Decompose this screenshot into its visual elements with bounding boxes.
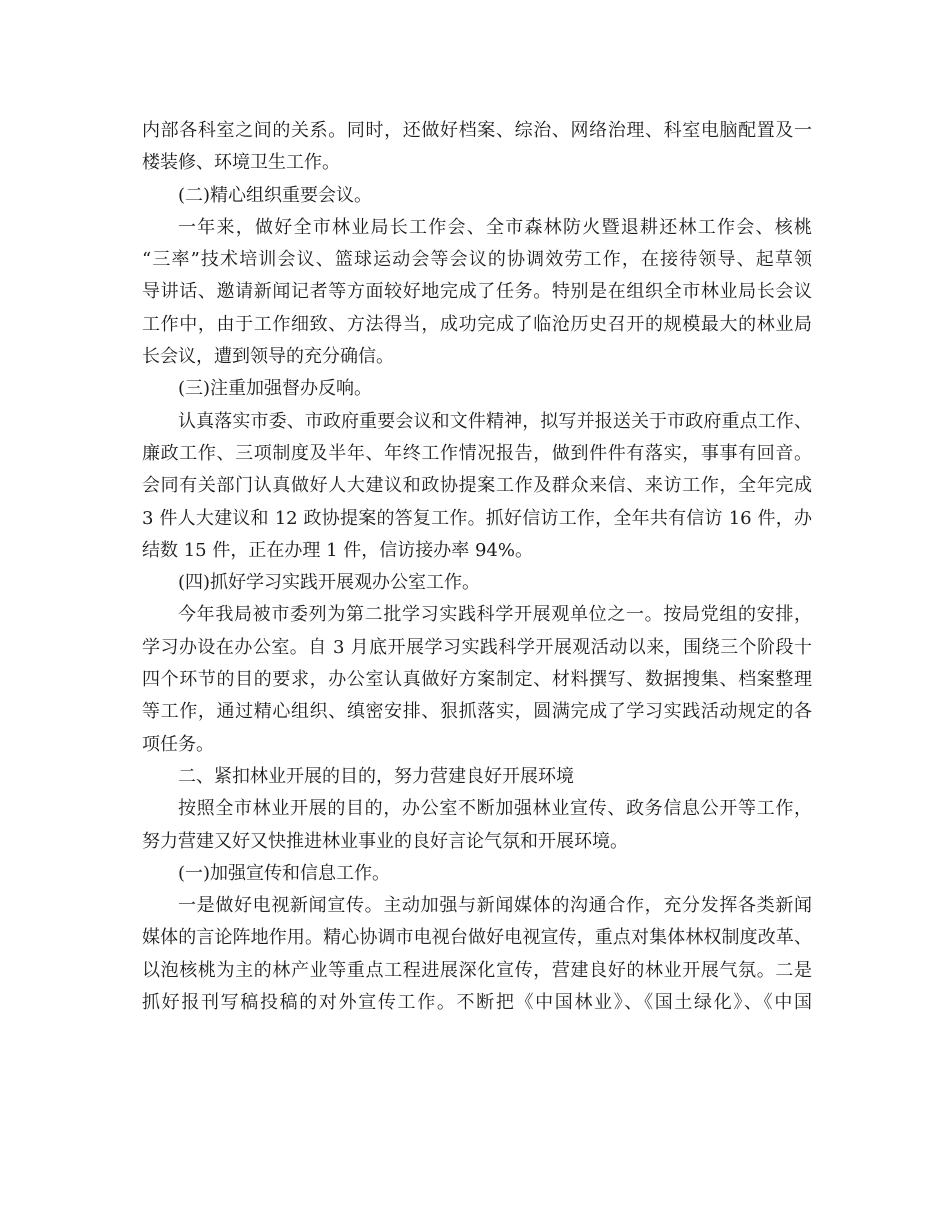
paragraph-line: 按照全市林业开展的目的，办公室不断加强林业宣传、政务信息公开等工作，	[178, 798, 812, 820]
paragraph-line: 结数 15 件，正在办理 1 件，信访接办率 94%。	[142, 539, 533, 561]
paragraph-line: 二、紧扣林业开展的目的，努力营建良好开展环境	[178, 765, 574, 787]
paragraph-line: 抓好报刊写稿投稿的对外宣传工作。不断把《中国林业》、《国土绿化》、《中国	[142, 992, 812, 1014]
paragraph-line: 一是做好电视新闻宣传。主动加强与新闻媒体的沟通合作，充分发挥各类新闻	[178, 895, 812, 917]
paragraph-line: 以泡核桃为主的林产业等重点工程进展深化宣传，营建良好的林业开展气氛。二是	[142, 959, 812, 981]
paragraph-line: 四个环节的目的要求，办公室认真做好方案制定、材料撰写、数据搜集、档案整理	[142, 669, 812, 691]
paragraph-line: 学习办设在办公室。自 3 月底开展学习实践科学开展观活动以来，围绕三个阶段十	[142, 636, 812, 658]
paragraph-line: 工作中，由于工作细致、方法得当，成功完成了临沧历史召开的规模最大的林业局	[142, 313, 812, 335]
paragraph-line: 今年我局被市委列为第二批学习实践科学开展观单位之一。按局党组的安排，	[178, 604, 812, 626]
paragraph-line: 一年来，做好全市林业局长工作会、全市森林防火暨退耕还林工作会、核桃	[178, 216, 812, 238]
paragraph-line: 等工作，通过精心组织、缜密安排、狠抓落实，圆满完成了学习实践活动规定的各	[142, 701, 812, 723]
paragraph-line: (三)注重加强督办反响。	[178, 378, 373, 400]
paragraph-line: 内部各科室之间的关系。同时，还做好档案、综治、网络治理、科室电脑配置及一	[142, 120, 812, 141]
paragraph-line: 长会议，遭到领导的充分确信。	[142, 346, 394, 368]
paragraph-line: “三率”技术培训会议、篮球运动会等会议的协调效劳工作，在接待领导、起草领	[142, 249, 812, 271]
paragraph-line: 廉政工作、三项制度及半年、年终工作情况报告，做到件件有落实，事事有回音。	[142, 442, 812, 464]
paragraph-line: 项任务。	[142, 733, 214, 755]
paragraph-line: (二)精心组织重要会议。	[178, 184, 373, 206]
paragraph-line: 导讲话、邀请新闻记者等方面较好地完成了任务。特别是在组织全市林业局长会议	[142, 281, 812, 303]
paragraph-line: 媒体的言论阵地作用。精心协调市电视台做好电视宣传，重点对集体林权制度改革、	[142, 927, 812, 949]
paragraph-line: 楼装修、环境卫生工作。	[142, 152, 340, 174]
paragraph-line: 3 件人大建议和 12 政协提案的答复工作。抓好信访工作，全年共有信访 16 件，办	[142, 507, 812, 529]
paragraph-line: 会同有关部门认真做好人大建议和政协提案工作及群众来信、来访工作，全年完成	[142, 475, 812, 497]
paragraph-line: 努力营建又好又快推进林业事业的良好言论气氛和开展环境。	[142, 830, 628, 852]
paragraph-line: (一)加强宣传和信息工作。	[178, 862, 391, 884]
paragraph-line: 认真落实市委、市政府重要会议和文件精神，拟写并报送关于市政府重点工作、	[178, 410, 812, 432]
paragraph-line: (四)抓好学习实践开展观办公室工作。	[178, 572, 481, 594]
document-body	[142, 115, 812, 1019]
